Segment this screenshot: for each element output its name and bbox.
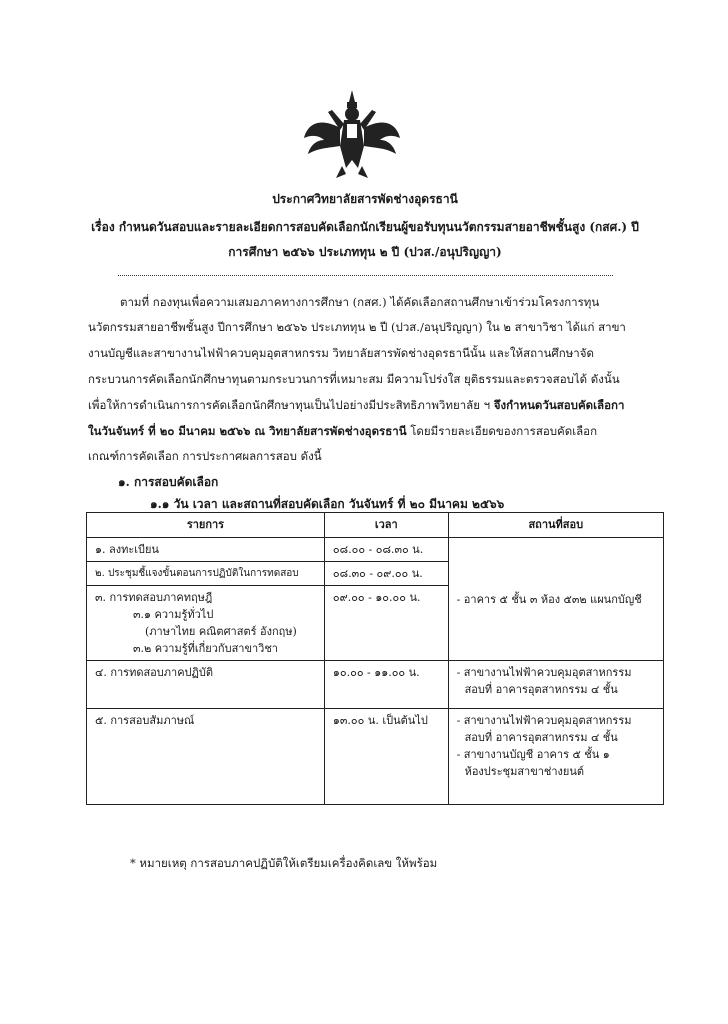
place-text: - สาขางานไฟฟ้าควบคุมอุตสาหกรรม	[456, 714, 632, 727]
item-subtext: ๓.๑ ความรู้ทั่วไป	[133, 608, 214, 621]
item-subtext: (ภาษาไทย คณิตศาสตร์ อังกฤษ)	[145, 625, 297, 638]
dotted-divider	[118, 275, 613, 276]
place-cell	[448, 661, 663, 709]
place-text: สอบที่ อาคารอุตสาหกรรม ๔ ชั้น	[464, 683, 618, 696]
item-text: ๓. การทดสอบภาคทฤษฎี	[95, 591, 213, 604]
table-row	[87, 661, 664, 709]
announcement-subject: เรื่อง กำหนดวันสอบและรายละเอียดการสอบคัดเลือกนักเรียนผู้ขอรับทุนนวัตกรรมสายอาชีพชั้นสูง (กสศ.) ปี	[91, 220, 639, 234]
item-cell: ๑. ลงทะเบียน	[87, 538, 325, 562]
subsection-heading: ๑.๑ วัน เวลา และสถานที่สอบคัดเลือก วันจันทร์ ที่ ๒๐ มีนาคม ๒๕๖๖	[150, 497, 505, 511]
body-paragraph-line: เกณฑ์การคัดเลือก การประกาศผลการสอบ ดังนี้	[88, 449, 322, 463]
announcement-subject-cont: การศึกษา ๒๕๖๖ ประเภททุน ๒ ปี (ปวส./อนุปริญญา)	[228, 245, 502, 259]
garuda-emblem	[302, 88, 402, 180]
place-text: - สาขางานบัญชี อาคาร ๕ ชั้น ๑	[456, 748, 610, 761]
item-subtext: ๓.๒ ความรู้ที่เกี่ยวกับสาขาวิชา	[133, 642, 278, 655]
body-paragraph-line: กระบวนการคัดเลือกนักศึกษาทุนตามกระบวนการที่เหมาะสม มีความโปร่งใส ยุติธรรมและตรวจสอบได้ ดังนั้น	[88, 372, 620, 386]
place-cell	[448, 709, 663, 805]
time-cell: ๐๘.๓๐ - ๐๙.๐๐ น.	[324, 562, 448, 586]
table-header-row	[87, 513, 664, 538]
exam-schedule-table	[86, 512, 664, 805]
item-cell: ๕. การสอบสัมภาษณ์	[87, 709, 325, 805]
body-paragraph-line: ตามที่ กองทุนเพื่อความเสมอภาคทางการศึกษา (กสศ.) ได้คัดเลือกสถานศึกษาเข้าร่วมโครงการทุน	[120, 295, 600, 309]
column-header: รายการ	[87, 513, 325, 538]
item-cell	[87, 586, 325, 661]
table-row	[87, 538, 664, 562]
time-cell: ๑๐.๐๐ - ๑๑.๐๐ น.	[324, 661, 448, 709]
table-row	[87, 709, 664, 805]
place-text: สอบที่ อาคารอุตสาหกรรม ๔ ชั้น	[464, 731, 618, 744]
item-cell: ๒. ประชุมชี้แจงขั้นตอนการปฏิบัติในการทดสอบ	[87, 562, 325, 586]
column-header: สถานที่สอบ	[448, 513, 663, 538]
body-emphasis: ในวันจันทร์ ที่ ๒๐ มีนาคม ๒๕๖๖ ณ วิทยาลัยสารพัดช่างอุดรธานี	[88, 424, 407, 438]
column-header: เวลา	[324, 513, 448, 538]
time-cell: ๑๓.๐๐ น. เป็นต้นไป	[324, 709, 448, 805]
footnote: * หมายเหตุ การสอบภาคปฏิบัติให้เตรียมเครื่องคิดเลข ให้พร้อม	[130, 856, 438, 870]
body-paragraph-line: งานบัญชีและสาขางานไฟฟ้าควบคุมอุตสาหกรรม วิทยาลัยสารพัดช่างอุดรธานีนั้น และให้สถานศึกษาจัด	[88, 346, 594, 360]
place-text: ห้องประชุมสาขาช่างยนต์	[464, 765, 585, 778]
section-heading: ๑. การสอบคัดเลือก	[118, 475, 219, 489]
body-paragraph-line	[88, 423, 648, 440]
time-cell: ๐๘.๐๐ - ๐๘.๓๐ น.	[324, 538, 448, 562]
place-cell: - อาคาร ๕ ชั้น ๓ ห้อง ๕๓๒ แผนกบัญชี	[448, 538, 663, 661]
time-cell: ๐๙.๐๐ - ๑๐.๐๐ น.	[324, 586, 448, 661]
body-text: โดยมีรายละเอียดของการสอบคัดเลือก	[406, 424, 598, 438]
item-cell: ๔. การทดสอบภาคปฏิบัติ	[87, 661, 325, 709]
body-emphasis: จึงกำหนดวันสอบคัดเลือกา	[493, 398, 625, 412]
announcement-title: ประกาศวิทยาลัยสารพัดช่างอุดรธานี	[272, 192, 458, 206]
body-paragraph-line	[88, 397, 648, 414]
place-text: - สาขางานไฟฟ้าควบคุมอุตสาหกรรม	[456, 666, 632, 679]
body-text: เพื่อให้การดำเนินการการคัดเลือกนักศึกษาทุนเป็นไปอย่างมีประสิทธิภาพวิทยาลัย ฯ	[88, 398, 494, 412]
body-paragraph-line: นวัตกรรมสายอาชีพชั้นสูง ปีการศึกษา ๒๕๖๖ ประเภททุน ๒ ปี (ปวส./อนุปริญญา) ใน ๒ สาขาวิชา ได้แก่ สาขา	[88, 320, 626, 334]
